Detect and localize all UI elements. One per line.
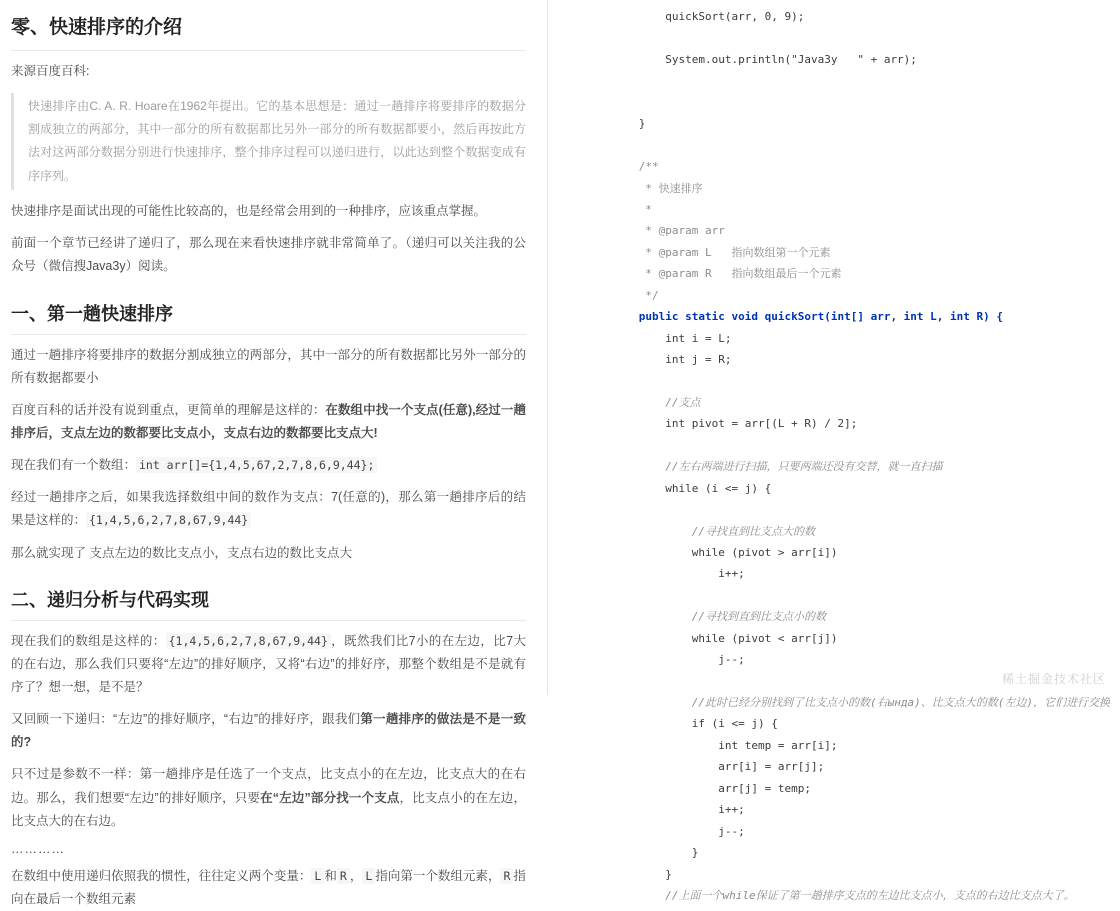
code-pane <box>609 0 1120 902</box>
code-line: i++; <box>638 567 745 581</box>
s2-p4-mid1: 和 <box>324 868 337 883</box>
quicksort-code-block <box>639 6 1110 906</box>
article-content <box>11 14 526 911</box>
code-line: if (i <= j) { <box>638 717 778 731</box>
var-L-code: L <box>311 868 324 884</box>
section1-paragraph-2 <box>11 399 526 445</box>
var-R-code-2: R <box>500 868 513 884</box>
s2-p2-text-b: 第一趟排序的做法是不是一致的? <box>10 712 526 750</box>
array-declaration-code: int arr[]={1,4,5,67,2,7,8,6,9,44}; <box>136 457 377 473</box>
code-line: * <box>638 202 653 216</box>
s2-p4-mid4: 指向在最后一个数组元素 <box>10 868 526 906</box>
code-line: System.out.println("Java3y " + arr); <box>638 52 917 66</box>
code-line: int temp = arr[i]; <box>638 738 838 752</box>
s2-p1-text-a: 现在我们的数组是这样的： <box>10 633 166 648</box>
s2-p3-text-a: 只不过是参数不一样：第一趟排序是任选了一个支点，比支点小的在左边，比支点大的在右边。那么，我们想要“左边”的排好顺序，只要 <box>10 767 526 805</box>
intro-paragraph-1: 快速排序是面试出现的可能性比较高的，也是经常会用到的一种排序，应该重点掌握。 <box>10 204 486 219</box>
code-line: arr[j] = temp; <box>638 781 811 795</box>
code-line: while (pivot < arr[j]) <box>638 631 838 645</box>
code-line: while (pivot > arr[i]) <box>638 545 838 559</box>
section1-paragraph-3 <box>11 454 526 477</box>
code-line: //寻找直到比支点大的数 <box>638 524 816 538</box>
code-line: quickSort(arr, 0, 9); <box>638 10 805 23</box>
section2-paragraph-3 <box>11 763 526 832</box>
s1-p2-text-b: 在数组中找一个支点(任意),经过一趟排序后，支点左边的数都要比支点小，支点右边的数都要比支点大! <box>10 402 526 441</box>
code-line: j--; <box>638 653 745 667</box>
section-heading-2: 二、递归分析与代码实现 <box>11 587 526 621</box>
s1-p2-text-a: 百度百科的话并没有说到重点，更简单的理解是这样的： <box>10 402 326 417</box>
code-line: * @param arr <box>638 224 725 238</box>
site-watermark: 稀土掘金技术社区 <box>1001 672 1106 686</box>
array-result-code: {1,4,5,6,2,7,8,67,9,44} <box>86 512 251 528</box>
section2-paragraph-4 <box>11 865 526 911</box>
code-line: /** <box>638 160 659 174</box>
code-line: * 快速排序 <box>638 181 703 195</box>
code-line: //左右两端进行扫描，只要两端还没有交替，就一直扫描 <box>638 460 943 474</box>
section1-paragraph-1: 通过一趟排序将要排序的数据分割成独立的两部分，其中一部分的所有数据都比另外一部分的所有数据都要小 <box>10 347 526 385</box>
code-line: int j = R; <box>638 353 732 366</box>
baidu-quote: 快速排序由C. A. R. Hoare在1962年提出。它的基本思想是：通过一趟排序将要排序的数据分割成独立的两部分，其中一部分的所有数据都比另外一部分的所有数据都要小，然后再按此方法对这两部分数据分别进行快速排序，整个排序过程可以递归进行，以此达到整个数据变成有序序列。 <box>11 93 526 191</box>
var-R-code: R <box>337 868 350 884</box>
code-line: while (i <= j) { <box>638 481 772 495</box>
code-line: j--; <box>638 824 745 838</box>
s2-p4-mid2: ， <box>349 868 363 883</box>
pane-gutter <box>548 0 609 695</box>
s2-p1-text-b: ，既然我们比7小的在左边，比7大的在右边，那么我们只要将“左边”的排好顺序，又将“右边”的排好序，那整个数组是不是就有序了？想一想，是不是？ <box>10 633 526 695</box>
code-line: } <box>638 867 672 881</box>
code-line: * @param R 指向数组最后一个元素 <box>638 267 842 281</box>
code-line: } <box>638 117 646 131</box>
ellipsis-line: ………… <box>10 841 65 856</box>
code-line: int i = L; <box>638 331 732 345</box>
code-line: * @param L 指向数组第一个元素 <box>638 245 831 259</box>
s1-p4-text-a: 经过一趟排序之后，如果我选择数组中间的数作为支点：7(任意的)，那么第一趟排序后的结果是这样的： <box>10 490 526 528</box>
code-line: */ <box>638 288 659 302</box>
var-L-code-2: L <box>362 868 375 884</box>
section1-paragraph-5: 那么就实现了 支点左边的数比支点小，支点右边的数比支点大 <box>10 545 352 560</box>
section2-paragraph-2 <box>11 708 526 754</box>
code-line: public static void quickSort(int[] arr, int L, int R) { <box>638 310 1004 324</box>
array-state-code: {1,4,5,6,2,7,8,67,9,44} <box>166 633 331 649</box>
s2-p3-text-b: 在“左边”部分找一个支点 <box>260 790 400 805</box>
s1-p3-text-a: 现在我们有一个数组： <box>10 458 136 473</box>
s2-p2-text-a: 又回顾一下递归：“左边”的排好顺序，“右边”的排好序，跟我们 <box>10 712 361 727</box>
s2-p4-text-a: 在数组中使用递归依照我的惯性，往往定义两个变量： <box>10 868 312 883</box>
code-line: //寻找到直到比支点小的数 <box>638 610 827 624</box>
source-line: 来源百度百科: <box>10 63 90 78</box>
s2-p4-mid3: 指向第一个数组元素， <box>375 868 501 883</box>
code-line: //此时已经分别找到了比支点小的数(右ында)、比支点大的数(左边)，它们进行交换 <box>638 696 1110 709</box>
code-line: arr[i] = arr[j]; <box>638 760 825 774</box>
code-line: //上面一个while保证了第一趟排序支点的左边比支点小，支点的右边比支点大了。 <box>638 888 1075 902</box>
s2-p3-text-c: ，比支点小的在左边，比支点大的在右边。 <box>10 790 526 828</box>
section2-paragraph-1 <box>11 630 526 699</box>
section1-paragraph-4 <box>11 486 526 532</box>
page-title: 零、快速排序的介绍 <box>11 14 526 51</box>
intro-paragraph-2: 前面一个章节已经讲了递归了，那么现在来看快速排序就非常简单了。（递归可以关注我的公众号（微信搜Java3y）阅读。 <box>10 236 526 274</box>
article-pane <box>0 0 548 906</box>
code-line: int pivot = arr[(L + R) / 2]; <box>638 417 858 431</box>
code-line: } <box>638 846 699 860</box>
section-heading-1: 一、第一趟快速排序 <box>11 301 526 335</box>
code-line: //支点 <box>638 395 701 409</box>
code-line: i++; <box>638 803 745 817</box>
